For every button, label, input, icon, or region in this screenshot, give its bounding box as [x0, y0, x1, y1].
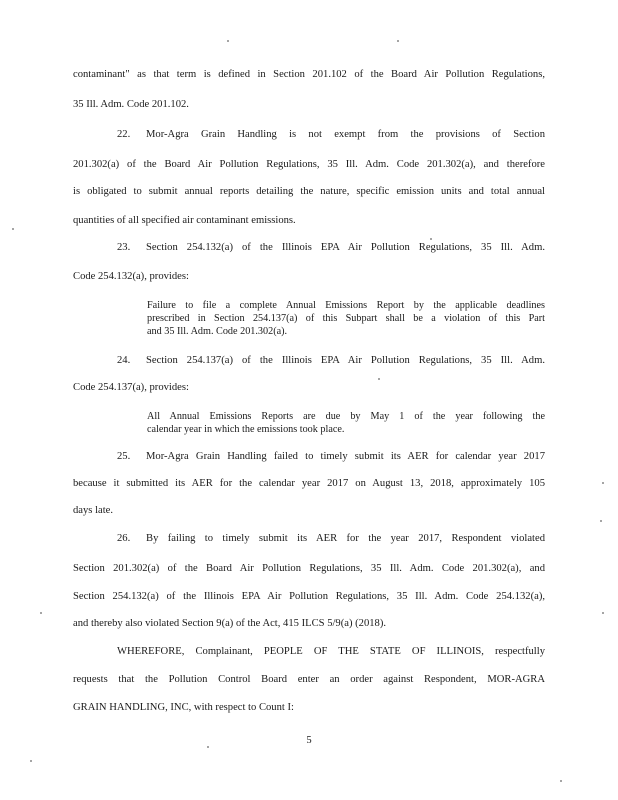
block-quote-line: calendar year in which the emissions took place.: [147, 424, 345, 435]
body-line: Code 254.137(a), provides:: [73, 382, 189, 393]
body-line: WHEREFORE, Complainant, PEOPLE OF THE STATE OF ILLINOIS, respectfully: [117, 646, 545, 657]
body-line: requests that the Pollution Control Board enter an order against Respondent, MOR-AGRA: [73, 674, 545, 685]
body-line: contaminant" as that term is defined in Section 201.102 of the Board Air Pollution Regulations,: [73, 69, 545, 80]
body-line: Section 254.132(a) of the Illinois EPA Air Pollution Regulations, 35 Ill. Adm.: [146, 242, 545, 253]
body-line: Code 254.132(a), provides:: [73, 271, 189, 282]
body-line: is obligated to submit annual reports detailing the nature, specific emission units and total annual: [73, 186, 545, 197]
body-line: By failing to timely submit its AER for the year 2017, Respondent violated: [146, 533, 545, 544]
scan-speck: [430, 238, 432, 240]
scan-speck: [207, 746, 209, 748]
body-line: GRAIN HANDLING, INC, with respect to Count I:: [73, 702, 294, 713]
paragraph-number: 22.: [117, 129, 131, 140]
scan-speck: [30, 760, 32, 762]
body-line: Section 201.302(a) of the Board Air Pollution Regulations, 35 Ill. Adm. Code 201.302(a), and: [73, 563, 545, 574]
scan-speck: [378, 378, 380, 380]
body-line: Mor-Agra Grain Handling is not exempt from the provisions of Section: [146, 129, 545, 140]
scan-speck: [40, 612, 42, 614]
scan-speck: [600, 520, 602, 522]
body-line: Section 254.137(a) of the Illinois EPA Air Pollution Regulations, 35 Ill. Adm.: [146, 355, 545, 366]
paragraph-number: 26.: [117, 533, 131, 544]
paragraph-number: 23.: [117, 242, 131, 253]
scan-speck: [12, 228, 14, 230]
block-quote-line: and 35 Ill. Adm. Code 201.302(a).: [147, 326, 288, 337]
body-line: quantities of all specified air contaminant emissions.: [73, 215, 296, 226]
page-number: 5: [306, 735, 312, 746]
block-quote-line: prescribed in Section 254.137(a) of this Subpart shall be a violation of this Part: [147, 313, 545, 324]
body-line: and thereby also violated Section 9(a) of the Act, 415 ILCS 5/9(a) (2018).: [73, 618, 387, 629]
body-line: Mor-Agra Grain Handling failed to timely submit its AER for calendar year 2017: [146, 451, 545, 462]
scan-speck: [227, 40, 229, 42]
paragraph-number: 25.: [117, 451, 131, 462]
scan-speck: [560, 780, 562, 782]
paragraph-number: 24.: [117, 355, 131, 366]
scan-speck: [602, 482, 604, 484]
body-line: 201.302(a) of the Board Air Pollution Regulations, 35 Ill. Adm. Code 201.302(a), and therefore: [73, 159, 545, 170]
body-line: Section 254.132(a) of the Illinois EPA Air Pollution Regulations, 35 Ill. Adm. Code 254.132(a),: [73, 591, 545, 602]
block-quote-line: All Annual Emissions Reports are due by May 1 of the year following the: [147, 411, 545, 422]
body-line: days late.: [73, 505, 114, 516]
body-line: 35 Ill. Adm. Code 201.102.: [73, 99, 189, 110]
scan-speck: [397, 40, 399, 42]
body-line: because it submitted its AER for the calendar year 2017 on August 13, 2018, approximately 105: [73, 478, 545, 489]
scan-speck: [602, 612, 604, 614]
block-quote-line: Failure to file a complete Annual Emissions Report by the applicable deadlines: [147, 300, 545, 311]
